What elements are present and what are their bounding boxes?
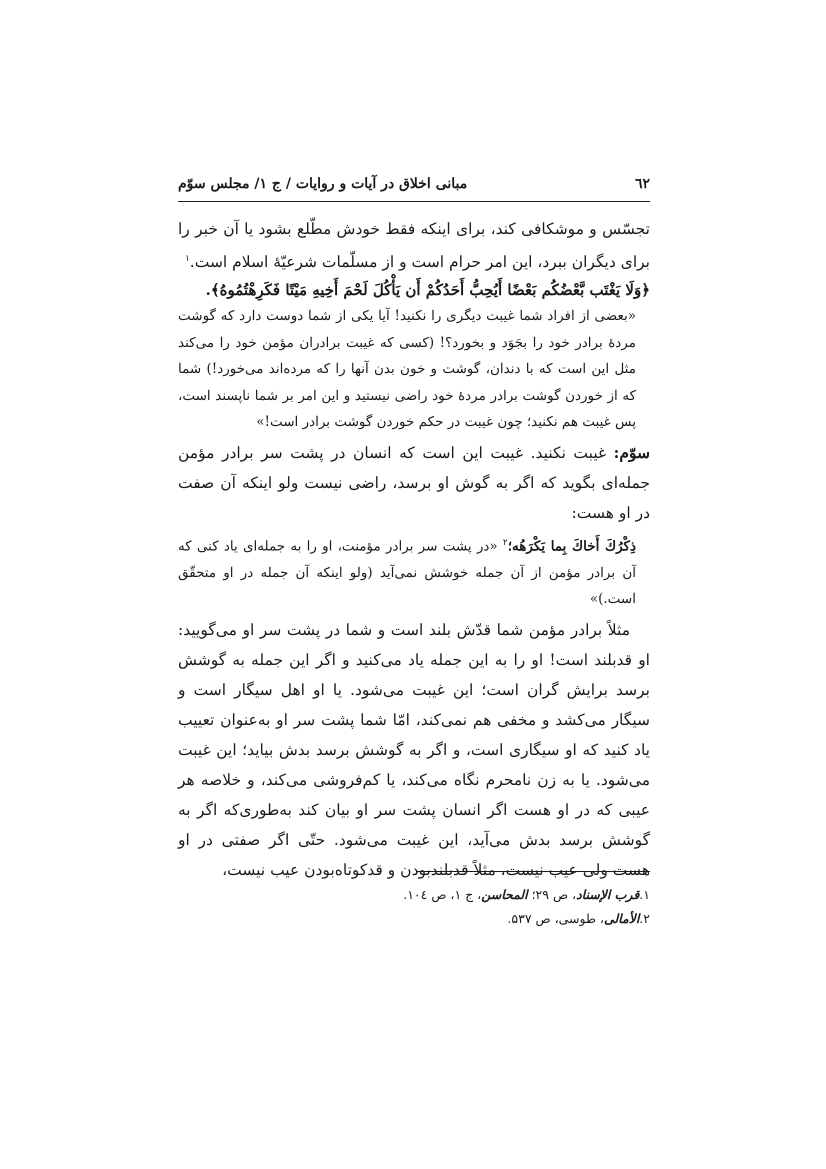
footnote-divider xyxy=(416,871,650,872)
hadith-arabic: ذِكْرُكَ أَخاكَ بِما يَكْرَهُه؛ xyxy=(507,538,636,555)
running-title: مبانی اخلاق در آیات و روایات / ج ۱/ مجلس سوّم xyxy=(178,176,468,192)
example-paragraph: مثلاً برادر مؤمن شما قدّش بلند است و شما در پشت سر او می‌گویید: او قدبلند است! او را به این جمله یاد می‌کنید و اگر این جمله به گوشش برسد برایش گران است؛ این غیبت می‌شود. یا او اهل سیگار است و سیگار می‌کشد و مخفی هم نمی‌کند، امّا شما پشت سر او به‌عنوان تعییب یاد کنید که او سیگاری است، و اگر به گوشش برسد بدش بیاید؛ این غیبت می‌شود. یا به زن نامحرم نگاه می‌کند، یا کم‌فروشی می‌کند، و خلاصه هر عیبی که در او هست اگر انسان پشت سر او بیان کند به‌طوری‌که اگر به گوشش برسد بدش می‌آید، این غیبت می‌شود. حتّی اگر صفتی در او هست ولی عیب نیست، مثلاً قدبلندبودن و قدکوتاه‌بودن عیب نیست، xyxy=(178,620,650,879)
footnote-ref-1: ۱ xyxy=(184,254,190,264)
footnote-item: ۱.قرب الإسناد، ص ۲۹؛ المحاسن، ج ۱، ص ۱۰٤. xyxy=(403,887,650,902)
header-divider xyxy=(178,201,650,202)
page-header xyxy=(178,176,650,192)
quran-verse: ﴿وَلَا يَغْتَب بَّعْضُكُم بَعْضًا أَيُحِبُّ أَحَدُكُمْ أَن يَأْكُلَ لَحْمَ أَخِيهِ مَيْتًا فَكَرِهْتُمُوهُ﴾. xyxy=(205,281,650,300)
intro-paragraph: تجسّس و موشکافی کند، برای اینکه فقط خودش مطّلع بشود یا آن خبر را برای دیگران ببرد، این امر حرام است و از مسلّمات شرعیّهٔ اسلام است.$^۱$ xyxy=(178,220,650,272)
verse-translation: «بعضی از افراد شما غیبت دیگری را نکنید! آیا یکی از شما دوست دارد که گوشت مردهٔ برادر خود را بجَوَد و بخورد؟! (کسی که غیبت برادران مؤمن خود را می‌کند مثل این است که با دندان، گوشت و خون بدن آنها را که مرده‌اند می‌خورد!) شما که از خوردن گوشت برادر مردهٔ خود راضی نیستید و این امر بر شما ناپسند است، پس غیبت هم نکنید؛ چون غیبت در حکم خوردن گوشت برادر است!» xyxy=(178,308,636,431)
page-number: ٦٢ xyxy=(634,176,650,192)
third-label: سوّم: xyxy=(613,442,650,462)
footnote-ref-2: ۲ xyxy=(502,537,508,548)
hadith-block xyxy=(178,530,636,613)
hadith-translation: «در پشت سر برادر مؤمنت، او را به جمله‌ای یاد کنی که آن برادر مؤمن از آن جمله خوشش نمی‌آید (ولو اینکه آن جمله در او متحقّق است.)» xyxy=(178,538,636,608)
page-body xyxy=(178,214,650,885)
third-point-paragraph: سوّم: غیبت نکنید. غیبت این است که انسان در پشت سر برادر مؤمن جمله‌ای بگوید که اگر به گوش او برسد، راضی نیست ولو اینکه آن صفت در او هست: xyxy=(178,442,650,522)
footnotes xyxy=(178,883,650,931)
footnote-item: ۲.الأمالی، طوسی، ص ۵۳۷. xyxy=(507,911,650,926)
